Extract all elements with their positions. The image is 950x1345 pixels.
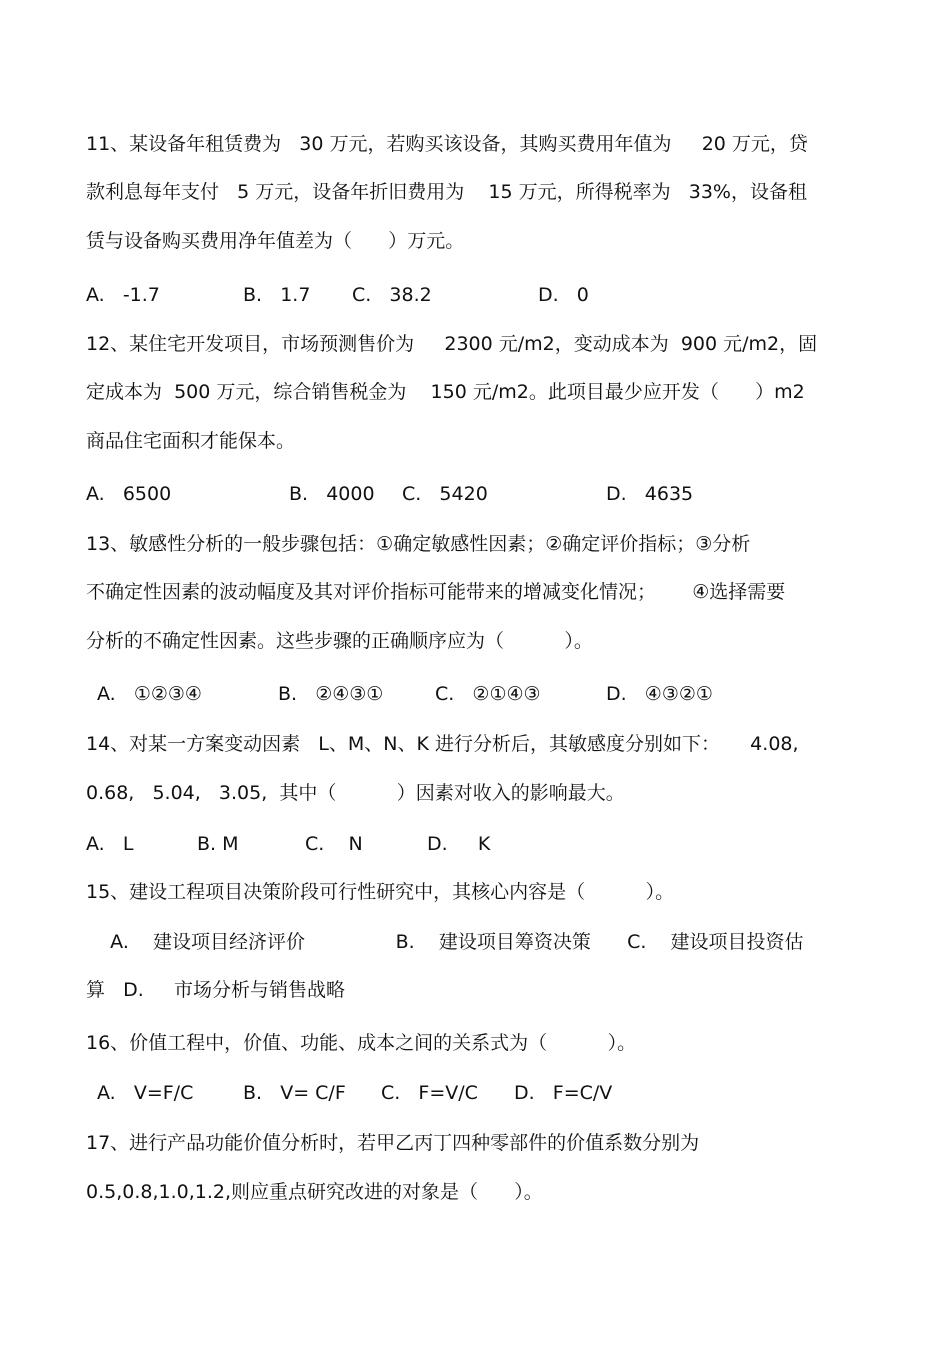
question-14-line-1: 14、对某一方案变动因素 L、M、N、K 进行分析后，其敏感度分别如下： 4.08, (86, 733, 799, 755)
option-d: D. ④③②① (606, 683, 713, 705)
question-11-line-1: 11、某设备年租赁费为 30 万元，若购买该设备，其购买费用年值为 20 万元，贷 (86, 133, 808, 155)
question-11-line-3: 赁与设备购买费用净年值差为（ ）万元。 (86, 230, 465, 252)
question-12-line-2: 定成本为 500 万元，综合销售税金为 150 元/m2。此项目最少应开发（ ）m2 (86, 381, 805, 403)
option-b: B. V= C/F (243, 1082, 346, 1104)
option-a: A. -1.7 (86, 284, 160, 306)
question-15-line-1: 15、建设工程项目决策阶段可行性研究中，其核心内容是（ ）。 (86, 881, 675, 903)
option-a: A. ①②③④ (97, 683, 202, 705)
option-c: C. 5420 (402, 483, 488, 505)
question-15-line-3: 算 D. 市场分析与销售战略 (86, 979, 345, 1001)
option-c: C. F=V/C (381, 1082, 478, 1104)
option-a: A. 6500 (86, 483, 172, 505)
option-b: B. 4000 (289, 483, 375, 505)
question-17-line-1: 17、进行产品功能价值分析时，若甲乙丙丁四种零部件的价值系数分别为 (86, 1132, 700, 1154)
option-c: C. N (305, 833, 363, 855)
option-c: C. 38.2 (352, 284, 432, 306)
option-d: D. K (427, 833, 491, 855)
question-16-line-1: 16、价值工程中，价值、功能、成本之间的关系式为（ ）。 (86, 1032, 637, 1054)
option-a: A. L (86, 833, 134, 855)
option-a: A. V=F/C (97, 1082, 194, 1104)
option-d: D. 0 (538, 284, 589, 306)
option-d: D. 4635 (606, 483, 694, 505)
question-13-line-3: 分析的不确定性因素。这些步骤的正确顺序应为（ ）。 (86, 630, 593, 652)
question-12-line-1: 12、某住宅开发项目，市场预测售价为 2300 元/m2，变动成本为 900 元/m2，固 (86, 333, 818, 355)
question-11-line-2: 款利息每年支付 5 万元，设备年折旧费用为 15 万元，所得税率为 33%，设备租 (86, 181, 807, 203)
option-b: B. M (197, 833, 239, 855)
question-13-line-2: 不确定性因素的波动幅度及其对评价指标可能带来的增减变化情况； ④选择需要 (86, 581, 786, 603)
question-17-line-2: 0.5,0.8,1.0,1.2,则应重点研究改进的对象是（ ）。 (86, 1181, 543, 1203)
option-d: D. F=C/V (514, 1082, 613, 1104)
option-b: B. ②④③① (278, 683, 384, 705)
option-c: C. ②①④③ (435, 683, 541, 705)
question-14-line-2: 0.68, 5.04, 3.05, 其中（ ）因素对收入的影响最大。 (86, 782, 625, 804)
option-b: B. 1.7 (243, 284, 311, 306)
question-15-line-2: A. 建设项目经济评价 B. 建设项目筹资决策 C. 建设项目投资估 (86, 931, 804, 953)
question-13-line-1: 13、敏感性分析的一般步骤包括：①确定敏感性因素；②确定评价指标；③分析 (86, 533, 751, 555)
question-12-line-3: 商品住宅面积才能保本。 (86, 430, 296, 452)
